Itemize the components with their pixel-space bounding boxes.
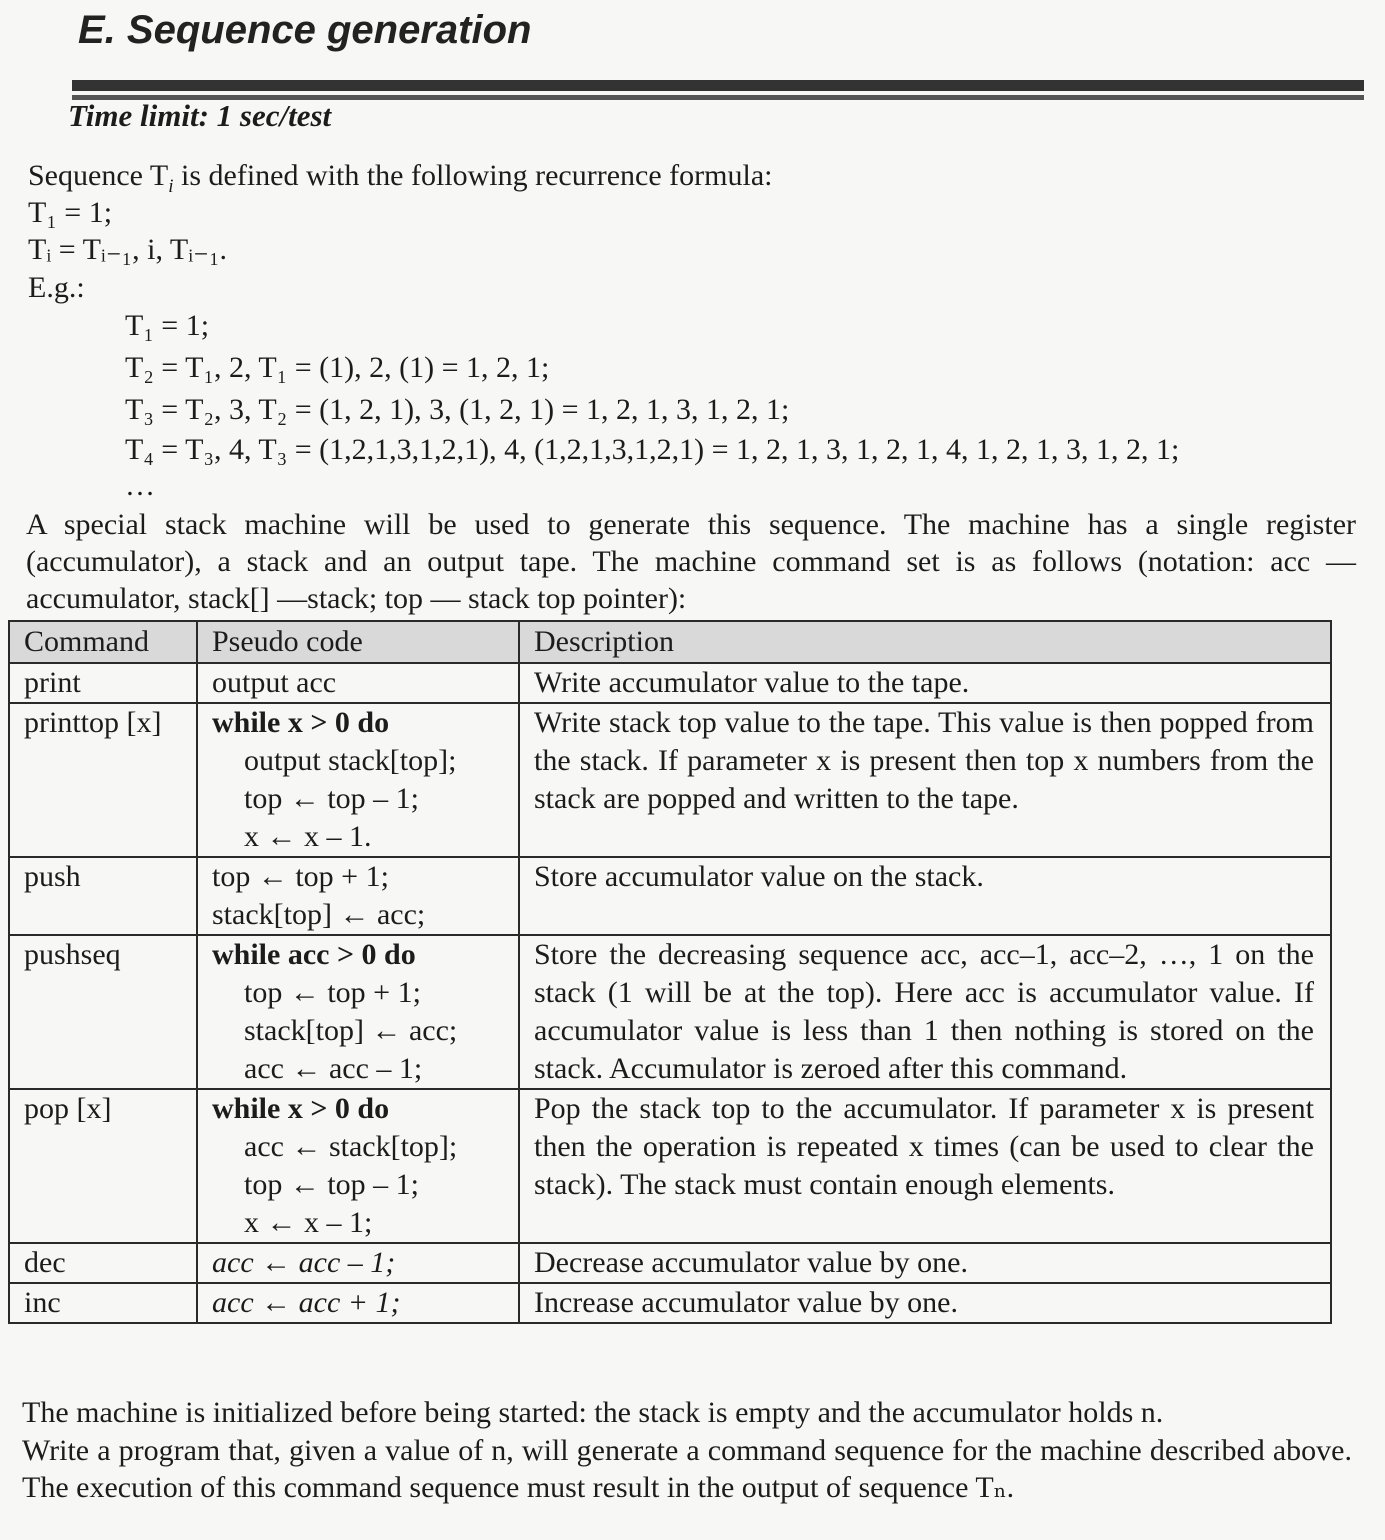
base-case: T₁ = 1; [28,196,113,229]
column-header: Command [9,621,197,663]
closing-line-1: The machine is initialized before being started: the stack is empty and the accumulator holds n. [22,1396,1164,1429]
pseudo-code-cell: top ← top + 1; stack[top] ← acc; [197,857,519,935]
column-header: Pseudo code [197,621,519,663]
problem-title: E. Sequence generation [78,8,532,52]
command-cell: inc [9,1283,197,1323]
machine-description: A special stack machine will be used to generate this sequence. The machine has a single register (accumulator), a stack and an output tape. The machine command set is as follows (notation: acc — accumulator, stack[] —stack; top — stack top pointer): [26,508,1356,615]
table-row [9,857,1331,935]
example-label: E.g.: [28,271,85,304]
command-cell: dec [9,1243,197,1283]
pseudo-code-cell: output acc [197,663,519,703]
intro-line: Sequence $T_i$ is defined with the following recurrence formula: [28,159,773,197]
table-row [9,935,1331,1089]
command-table [8,620,1332,1324]
table-row [9,663,1331,703]
table-row [9,1089,1331,1243]
pseudo-code-cell: while x > 0 do acc ← stack[top]; top ← top – 1; x ← x – 1; [197,1089,519,1243]
table-header-row [9,621,1331,663]
description-cell: Write stack top value to the tape. This value is then popped from the stack. If parameter x is present then top x numbers from the stack are popped and written to the tape. [519,703,1331,857]
pseudo-code-cell: acc ← acc + 1; [197,1283,519,1323]
command-cell: push [9,857,197,935]
table-row [9,1283,1331,1323]
command-cell: print [9,663,197,703]
column-header: Description [519,621,1331,663]
example-line: T₃ = T₂, 3, T₂ = (1, 2, 1), 3, (1, 2, 1) = 1, 2, 1, 3, 1, 2, 1; [125,393,790,426]
table-row [9,1243,1331,1283]
pseudo-code-cell: while acc > 0 do top ← top + 1; stack[top] ← acc; acc ← acc – 1; [197,935,519,1089]
description-cell: Store the decreasing sequence acc, acc–1, acc–2, …, 1 on the stack (1 will be at the top). Here acc is accumulator value. If accumulator value is less than 1 then nothing is stored on the stack. Accumulator is zeroed after this command. [519,935,1331,1089]
closing-line-2: Write a program that, given a value of n, will generate a command sequence for the machine described above. The execution of this command sequence must result in the output of sequence Tₙ. [22,1434,1352,1504]
pseudo-code-cell: acc ← acc – 1; [197,1243,519,1283]
description-cell: Decrease accumulator value by one. [519,1243,1331,1283]
table-row [9,703,1331,857]
time-limit: Time limit: 1 sec/test [68,98,332,133]
command-cell: printtop [x] [9,703,197,857]
example-line: T₁ = 1; [125,309,210,342]
command-cell: pop [x] [9,1089,197,1243]
pseudo-code-cell: while x > 0 do output stack[top]; top ← top – 1; x ← x – 1. [197,703,519,857]
description-cell: Write accumulator value to the tape. [519,663,1331,703]
description-cell: Increase accumulator value by one. [519,1283,1331,1323]
description-cell: Pop the stack top to the accumulator. If parameter x is present then the operation is repeated x times (can be used to clear the stack). The stack must contain enough elements. [519,1089,1331,1243]
command-cell: pushseq [9,935,197,1089]
title-rule [72,80,1364,91]
description-cell: Store accumulator value on the stack. [519,857,1331,935]
example-line: T₄ = T₃, 4, T₃ = (1,2,1,3,1,2,1), 4, (1,2,1,3,1,2,1) = 1, 2, 1, 3, 1, 2, 1, 4, 1, 2, 1, 3, 1, 2, 1; [125,433,1180,466]
example-ellipsis: … [125,469,155,502]
recurrence-formula: Tᵢ = Tᵢ₋₁, i, Tᵢ₋₁. [28,233,227,266]
example-line: T₂ = T₁, 2, T₁ = (1), 2, (1) = 1, 2, 1; [125,351,550,384]
